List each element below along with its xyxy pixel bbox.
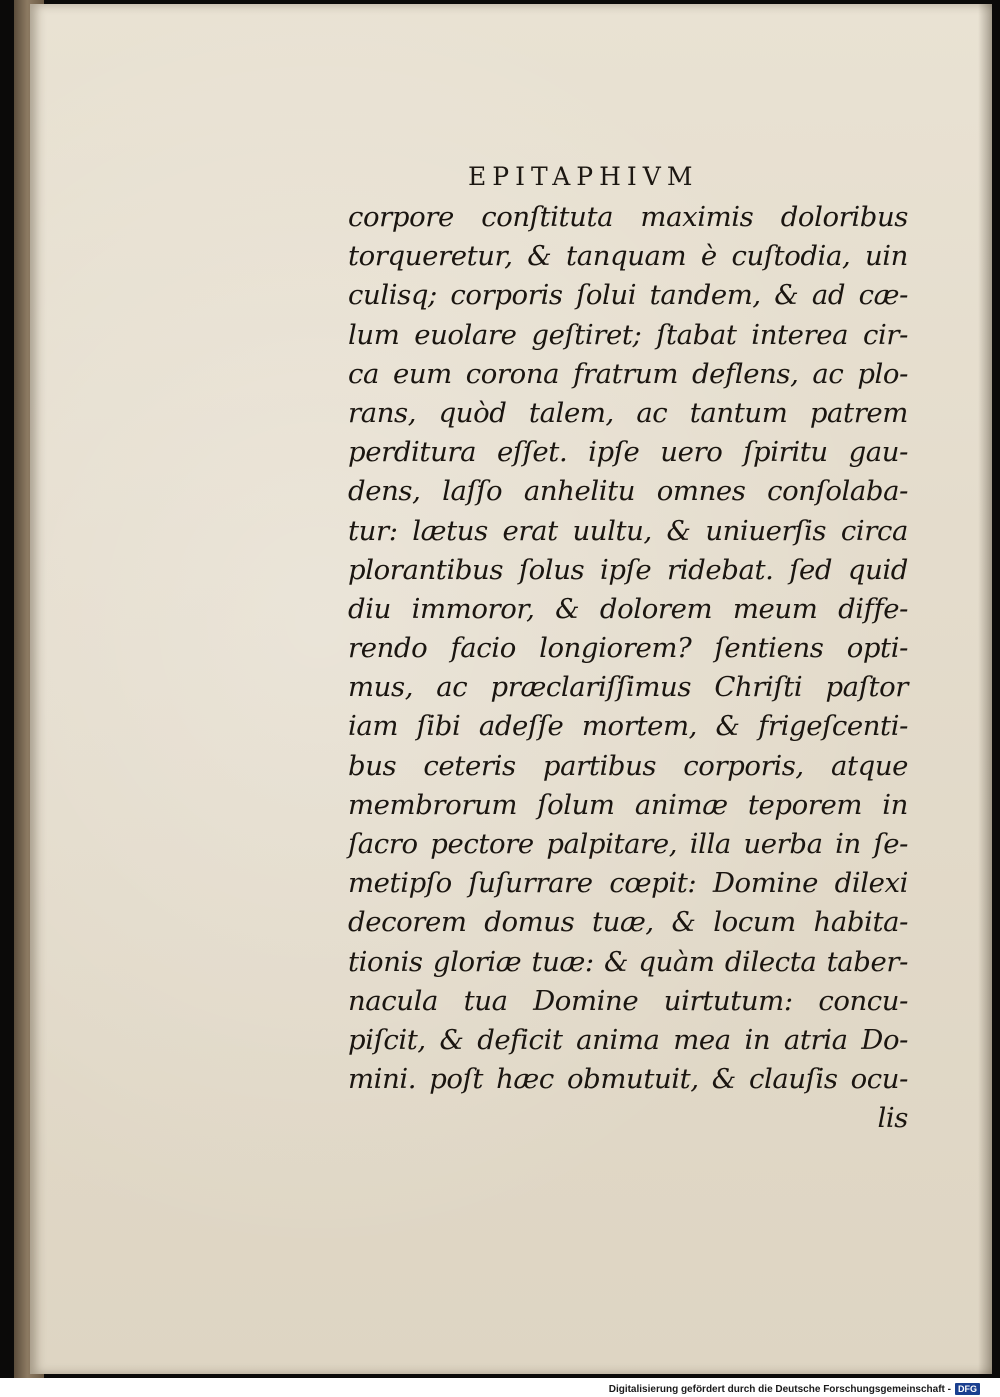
text-line: piſcit, & deficit anima mea in atria Do- [348, 1023, 908, 1056]
text-line: rendo facio longiorem? ſentiens opti- [348, 632, 908, 665]
text-line: diu immoror, & dolorem meum diffe- [348, 592, 908, 625]
text-line: tionis gloriæ tuæ: & quàm dilecta taber- [348, 945, 908, 978]
text-line: culisq; corporis ſolui tandem, & ad cæ- [348, 279, 908, 312]
text-line: ca eum corona fratrum deflens, ac plo- [348, 357, 908, 390]
running-head: EPITAPHIVM [468, 162, 699, 191]
digitization-credit [609, 1383, 980, 1395]
body-text [348, 198, 908, 1139]
text-line: mus, ac præclariſſimus Chriſti paſtor [348, 671, 908, 704]
text-line: perditura eſſet. ipſe uero ſpiritu gau- [348, 436, 908, 469]
catchword: lis [877, 1102, 908, 1135]
book-page [30, 4, 992, 1374]
text-line: tur: lætus erat uultu, & uniuerſis circa [348, 514, 908, 547]
text-line: plorantibus ſolus ipſe ridebat. ſed quid [348, 553, 908, 586]
text-line: nacula tua Domine uirtutum: concu- [348, 984, 908, 1017]
text-line: iam ſibi adeſſe mortem, & frigeſcenti- [348, 710, 908, 743]
text-line: mini. poſt hæc obmutuit, & clauſis ocu- [348, 1063, 908, 1096]
text-line: dens, laſſo anhelitu omnes conſolaba- [348, 475, 908, 508]
text-line: ſacro pectore palpitare, illa uerba in ſe- [348, 828, 908, 860]
text-line: rans, quòd talem, ac tantum patrem [348, 396, 908, 429]
credit-text: Digitalisierung gefördert durch die Deutsche Forschungsgemeinschaft - [608, 1383, 951, 1395]
text-line: bus ceteris partibus corporis, atque [348, 749, 908, 782]
text-line: membrorum ſolum animæ teporem in [348, 788, 908, 821]
text-line: metipſo ſuſurrare cœpit: Domine dilexi [348, 867, 908, 900]
text-line: lum euolare geſtiret; ſtabat interea cir- [348, 318, 908, 351]
text-line: decorem domus tuæ, & locum habita- [348, 906, 908, 939]
dfg-logo: DFG [955, 1383, 980, 1395]
text-line: torqueretur, & tanquam è cuſtodia, uin [348, 240, 908, 273]
text-line: corpore conſtituta maximis doloribus [348, 201, 908, 233]
